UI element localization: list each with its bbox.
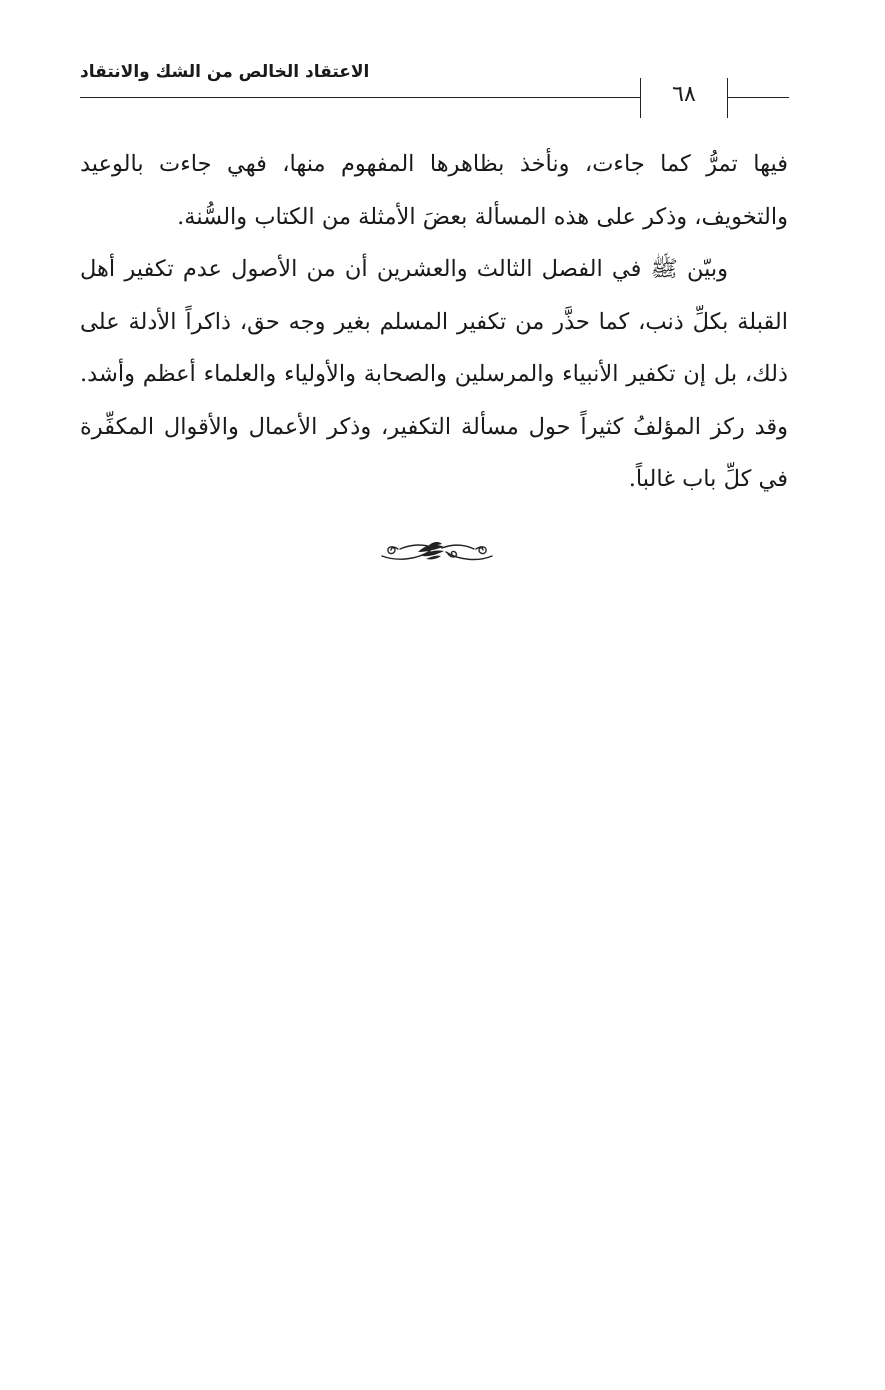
running-header-title: الاعتقاد الخالص من الشك والانتقاد xyxy=(80,62,370,82)
header-rule-short xyxy=(727,97,789,98)
paragraph: وبيّن ﷺ في الفصل الثالث والعشرين أن من الأصول عدم تكفير أهل القبلة بكلِّ ذنب، كما حذَّر من تكفير المسلم بغير وجه حق، ذاكراً الأدلة على ذلك، بل إن تكفير الأنبياء والمرسلين والصحابة والأولياء والعلماء أعظم وأشد. وقد ركز المؤلفُ كثيراً حول مسألة التكفير، وذكر الأعمال والأقوال المكفِّرة في كلِّ باب غالباً. xyxy=(80,256,788,492)
page-number: ٦٨ xyxy=(672,82,696,107)
header-tick-right xyxy=(727,78,728,118)
body-text xyxy=(80,138,788,506)
floral-divider-icon xyxy=(378,532,496,566)
header-rule xyxy=(80,97,640,98)
paragraph: فيها تمرُّ كما جاءت، ونأخذ بظاهرها المفهوم منها، فهي جاءت بالوعيد والتخويف، وذكر على هذه المسألة بعضَ الأمثلة من الكتاب والسُّنة. xyxy=(80,151,788,230)
header-tick-left xyxy=(640,78,641,118)
